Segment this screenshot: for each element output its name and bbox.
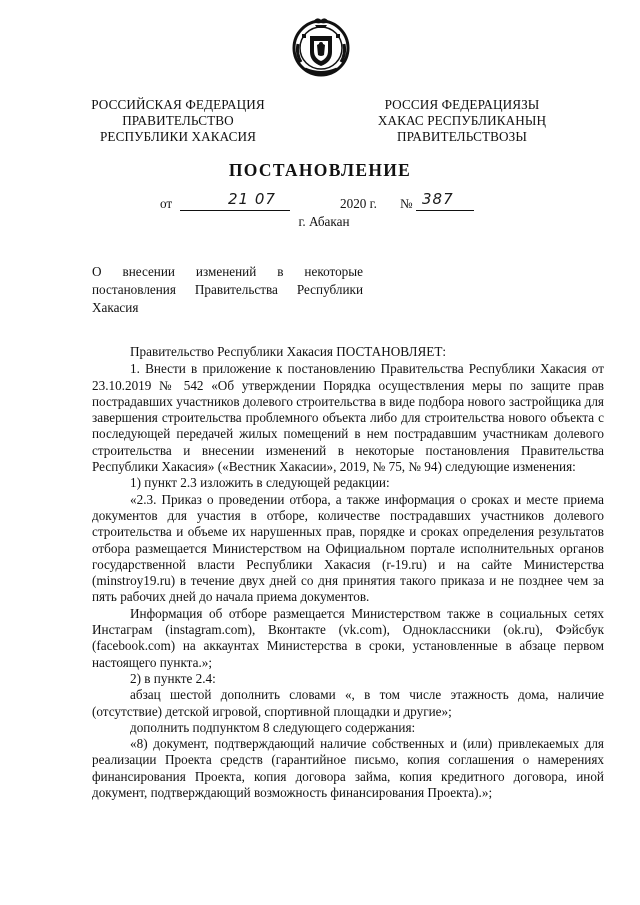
- city-label: г. Абакан: [298, 214, 350, 229]
- header-right-line-1: РОССИЯ ФЕДЕРАЦИЯЗЫ: [384, 97, 540, 112]
- body-paragraph-4: «2.3. Приказ о проведении отбора, а также информация о сроках и месте приема документов для участия в отборе, количестве пострадавших участников долевого строительства и объеме их нарушенных прав, порядке и сроках определения результатов отбора размещается Министерством на Официальном портале исполнительных органов государственной власти Республики Хакасия (r-19.ru) и на сайте Министерства (minstroy19.ru) в течение двух дней со дня принятия такого приказа и не позднее чем за пять рабочих дней до начала приема документов.: [92, 491, 604, 605]
- body-paragraph-3: 1) пункт 2.3 изложить в следующей редакции:: [130, 475, 390, 491]
- date-handwritten: 21 07: [228, 190, 276, 208]
- body-paragraph-1: Правительство Республики Хакасия ПОСТАНОВЛЯЕТ:: [130, 344, 447, 359]
- header-left-line-1: РОССИЙСКАЯ ФЕДЕРАЦИЯ: [91, 97, 265, 112]
- number-sign: №: [400, 196, 413, 211]
- header-right-block: [362, 97, 562, 145]
- body-paragraph-6: 2) в пункте 2.4:: [130, 670, 216, 686]
- subject-block: [92, 263, 363, 317]
- year-label: 2020 г.: [340, 196, 377, 211]
- number-handwritten: 387: [422, 190, 454, 208]
- coat-of-arms-emblem: [289, 14, 353, 78]
- subject-line-2: постановления Правительства Республики: [92, 282, 363, 297]
- header-left-block: [78, 97, 278, 145]
- subject-line-1: О внесении изменений в некоторые: [92, 264, 363, 279]
- date-prefix: от: [160, 196, 173, 211]
- date-number-line: [160, 190, 490, 216]
- body-paragraph-2: 1. Внести в приложение к постановлению Правительства Республики Хакасия от 23.10.2019 № 542 «Об утверждении Порядка осуществления меры по защите прав пострадавших участников долевого строительства в виде подбора нового застройщика для завершения строительства проблемного объекта либо для строительства нового объекта с последующей передачей жилых помещений в нем пострадавшим участникам долевого строительства и внесении изменений в некоторые постановления Правительства Республики Хакасия» («Вестник Хакасии», 2019, № 75, № 94) следующие изменения:: [92, 361, 604, 475]
- header-left-line-2: ПРАВИТЕЛЬСТВО: [122, 113, 234, 128]
- document-body: [92, 344, 604, 801]
- document-title: ПОСТАНОВЛЕНИЕ: [228, 160, 412, 180]
- header-right-line-3: ПРАВИТЕЛЬСТВОЗЫ: [397, 129, 527, 144]
- header-right-line-2: ХАКАС РЕСПУБЛИКАНЫҢ: [377, 113, 547, 128]
- body-paragraph-5: Информация об отборе размещается Министерством также в социальных сетях Инстаграм (instagram.com), Вконтакте (vk.com), Одноклассники (ok.ru), Фэйсбук (facebook.com) на аккаунтах Министерства в сроки, установленные в абзаце первом настоящего пункта.»;: [92, 605, 604, 670]
- body-paragraph-7: абзац шестой дополнить словами «, в том числе этажность дома, наличие (отсутствие) детской игровой, спортивной площадки и другие»;: [92, 687, 604, 719]
- body-paragraph-9: «8) документ, подтверждающий наличие собственных и (или) привлекаемых для реализации Проекта средств (гарантийное письмо, копия соглашения о намерениях финансирования Проекта, копия договора займа, копия кредитного договора, иной документ, подтверждающий возможность финансирования Проекта).»;: [92, 736, 604, 801]
- subject-line-3: Хакасия: [92, 300, 139, 315]
- header-left-line-3: РЕСПУБЛИКИ ХАКАСИЯ: [100, 129, 256, 144]
- body-paragraph-8: дополнить подпунктом 8 следующего содержания:: [130, 719, 416, 735]
